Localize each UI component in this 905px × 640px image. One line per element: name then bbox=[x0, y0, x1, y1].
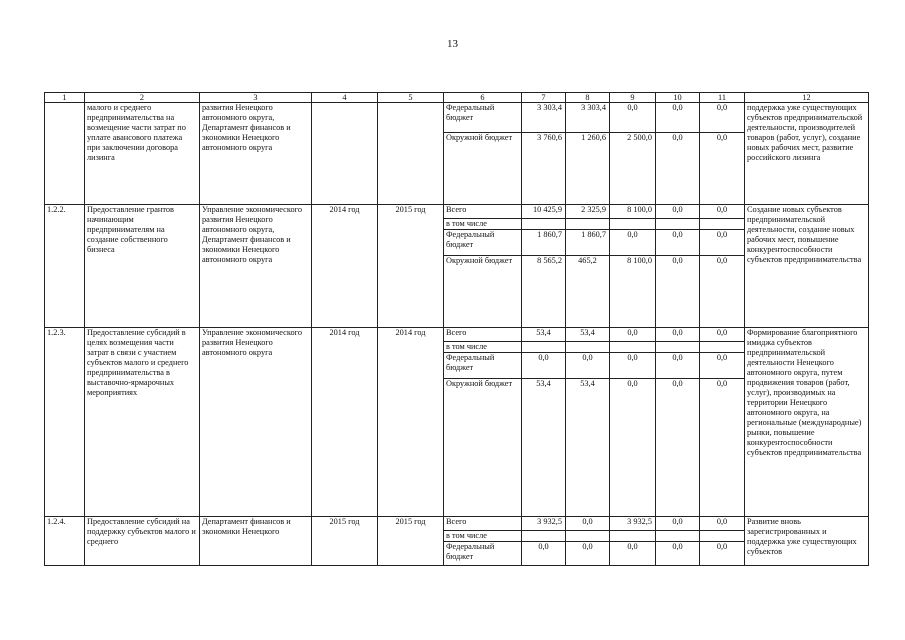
value-cell: 0,0 bbox=[566, 542, 610, 566]
value-cell: 0,0 bbox=[610, 230, 656, 256]
expected-result: Формирование благоприятного имиджа субъектов предпринимательской деятельности Ненецкого автономного округа, путем продвижения товаров (работ, услуг), производимых на территории Ненецкого автономного округа, на региональные (международные) рынки, повышение конкурентоспособности субъектов предпринимательства bbox=[745, 328, 869, 517]
value-cell: 3 303,4 bbox=[566, 103, 610, 133]
end-year: 2015 год bbox=[378, 205, 444, 328]
executor: Управление экономического развития Ненецкого автономного округа bbox=[200, 328, 312, 517]
value-cell: 0,0 bbox=[522, 542, 566, 566]
header-cell: 12 bbox=[745, 93, 869, 103]
funding-source: Федеральный бюджет bbox=[444, 542, 522, 566]
value-cell: 3 303,4 bbox=[522, 103, 566, 133]
header-cell: 2 bbox=[85, 93, 200, 103]
value-cell: 0,0 bbox=[700, 133, 745, 205]
value-cell: 2 500,0 bbox=[610, 133, 656, 205]
value-cell: 0,0 bbox=[700, 542, 745, 566]
table-row bbox=[45, 103, 869, 133]
value-cell: 8 100,0 bbox=[610, 256, 656, 328]
funding-source: в том числе bbox=[444, 531, 522, 542]
measure-name: малого и среднего предпринимательства на возмещение части затрат по уплате авансового платежа при заключении договора лизинга bbox=[85, 103, 200, 205]
header-row bbox=[45, 93, 869, 103]
value-cell: 0,0 bbox=[700, 353, 745, 379]
funding-source: Федеральный бюджет bbox=[444, 353, 522, 379]
header-cell: 11 bbox=[700, 93, 745, 103]
value-cell: 53,4 bbox=[566, 379, 610, 517]
value-cell: 465,2 bbox=[566, 256, 610, 328]
start-year bbox=[312, 103, 378, 205]
end-year: 2014 год bbox=[378, 328, 444, 517]
value-cell: 2 325,9 bbox=[566, 205, 610, 219]
value-cell: 0,0 bbox=[700, 328, 745, 342]
header-cell: 1 bbox=[45, 93, 85, 103]
header-cell: 10 bbox=[656, 93, 700, 103]
funding-source: Окружной бюджет bbox=[444, 379, 522, 517]
measure-name: Предоставление грантов начинающим предпринимателям на создание собственного бизнеса bbox=[85, 205, 200, 328]
value-cell: 8 100,0 bbox=[610, 205, 656, 219]
value-cell: 0,0 bbox=[610, 103, 656, 133]
header-cell: 6 bbox=[444, 93, 522, 103]
value-cell: 0,0 bbox=[656, 230, 700, 256]
value-cell: 0,0 bbox=[700, 230, 745, 256]
funding-source: в том числе bbox=[444, 342, 522, 353]
executor: развития Ненецкого автономного округа, Департамент финансов и экономики Ненецкого автономного округа bbox=[200, 103, 312, 205]
value-cell: 0,0 bbox=[610, 379, 656, 517]
value-cell: 10 425,9 bbox=[522, 205, 566, 219]
value-cell: 0,0 bbox=[522, 353, 566, 379]
table-row bbox=[45, 517, 869, 531]
table-row bbox=[45, 205, 869, 219]
header-cell: 3 bbox=[200, 93, 312, 103]
funding-source: в том числе bbox=[444, 219, 522, 230]
value-cell: 0,0 bbox=[700, 517, 745, 531]
header-cell: 4 bbox=[312, 93, 378, 103]
value-cell: 3 932,5 bbox=[610, 517, 656, 531]
end-year: 2015 год bbox=[378, 517, 444, 566]
funding-source: Всего bbox=[444, 517, 522, 531]
value-cell: 1 860,7 bbox=[566, 230, 610, 256]
start-year: 2014 год bbox=[312, 328, 378, 517]
funding-source: Федеральный бюджет bbox=[444, 230, 522, 256]
value-cell: 0,0 bbox=[656, 353, 700, 379]
header-cell: 5 bbox=[378, 93, 444, 103]
value-cell: 53,4 bbox=[522, 379, 566, 517]
value-cell: 0,0 bbox=[656, 256, 700, 328]
row-number: 1.2.3. bbox=[45, 328, 85, 517]
table-row bbox=[45, 328, 869, 342]
row-number: 1.2.2. bbox=[45, 205, 85, 328]
value-cell: 8 565,2 bbox=[522, 256, 566, 328]
funding-source: Всего bbox=[444, 328, 522, 342]
row-number bbox=[45, 103, 85, 205]
value-cell: 0,0 bbox=[700, 256, 745, 328]
page-number: 13 bbox=[447, 38, 458, 50]
value-cell: 0,0 bbox=[656, 133, 700, 205]
executor: Департамент финансов и экономики Ненецкого bbox=[200, 517, 312, 566]
value-cell: 0,0 bbox=[610, 353, 656, 379]
measure-name: Предоставление субсидий на поддержку субъектов малого и среднего bbox=[85, 517, 200, 566]
value-cell: 0,0 bbox=[610, 328, 656, 342]
start-year: 2015 год bbox=[312, 517, 378, 566]
funding-source: Федеральный бюджет bbox=[444, 103, 522, 133]
executor: Управление экономического развития Ненецкого автономного округа, Департамент финансов и экономики Ненецкого автономного округа bbox=[200, 205, 312, 328]
expected-result: Создание новых субъектов предпринимательской деятельности, создание новых рабочих мест, повышение конкурентоспособности субъектов предпринимательства bbox=[745, 205, 869, 328]
value-cell: 0,0 bbox=[656, 205, 700, 219]
end-year bbox=[378, 103, 444, 205]
value-cell: 0,0 bbox=[566, 517, 610, 531]
row-number: 1.2.4. bbox=[45, 517, 85, 566]
funding-source: Всего bbox=[444, 205, 522, 219]
value-cell: 0,0 bbox=[566, 353, 610, 379]
value-cell: 0,0 bbox=[700, 103, 745, 133]
header-cell: 7 bbox=[522, 93, 566, 103]
value-cell: 1 260,6 bbox=[566, 133, 610, 205]
value-cell: 0,0 bbox=[656, 542, 700, 566]
value-cell: 53,4 bbox=[522, 328, 566, 342]
value-cell: 1 860,7 bbox=[522, 230, 566, 256]
value-cell: 3 760,6 bbox=[522, 133, 566, 205]
value-cell: 0,0 bbox=[656, 328, 700, 342]
program-table bbox=[44, 92, 869, 566]
start-year: 2014 год bbox=[312, 205, 378, 328]
expected-result: Развитие вновь зарегистрированных и поддержка уже существующих субъектов bbox=[745, 517, 869, 566]
value-cell: 0,0 bbox=[610, 542, 656, 566]
value-cell: 0,0 bbox=[700, 379, 745, 517]
value-cell: 0,0 bbox=[656, 103, 700, 133]
measure-name: Предоставление субсидий в целях возмещения части затрат в связи с участием субъектов малого и среднего предпринимательства в выставочно-ярмарочных мероприятиях bbox=[85, 328, 200, 517]
header-cell: 9 bbox=[610, 93, 656, 103]
value-cell: 3 932,5 bbox=[522, 517, 566, 531]
value-cell: 53,4 bbox=[566, 328, 610, 342]
value-cell: 0,0 bbox=[656, 379, 700, 517]
header-cell: 8 bbox=[566, 93, 610, 103]
value-cell: 0,0 bbox=[656, 517, 700, 531]
value-cell: 0,0 bbox=[700, 205, 745, 219]
funding-source: Окружной бюджет bbox=[444, 256, 522, 328]
expected-result: поддержка уже существующих субъектов предпринимательской деятельности, производителей товаров (работ, услуг), создание новых рабочих мест, развитие российского лизинга bbox=[745, 103, 869, 205]
funding-source: Окружной бюджет bbox=[444, 133, 522, 205]
